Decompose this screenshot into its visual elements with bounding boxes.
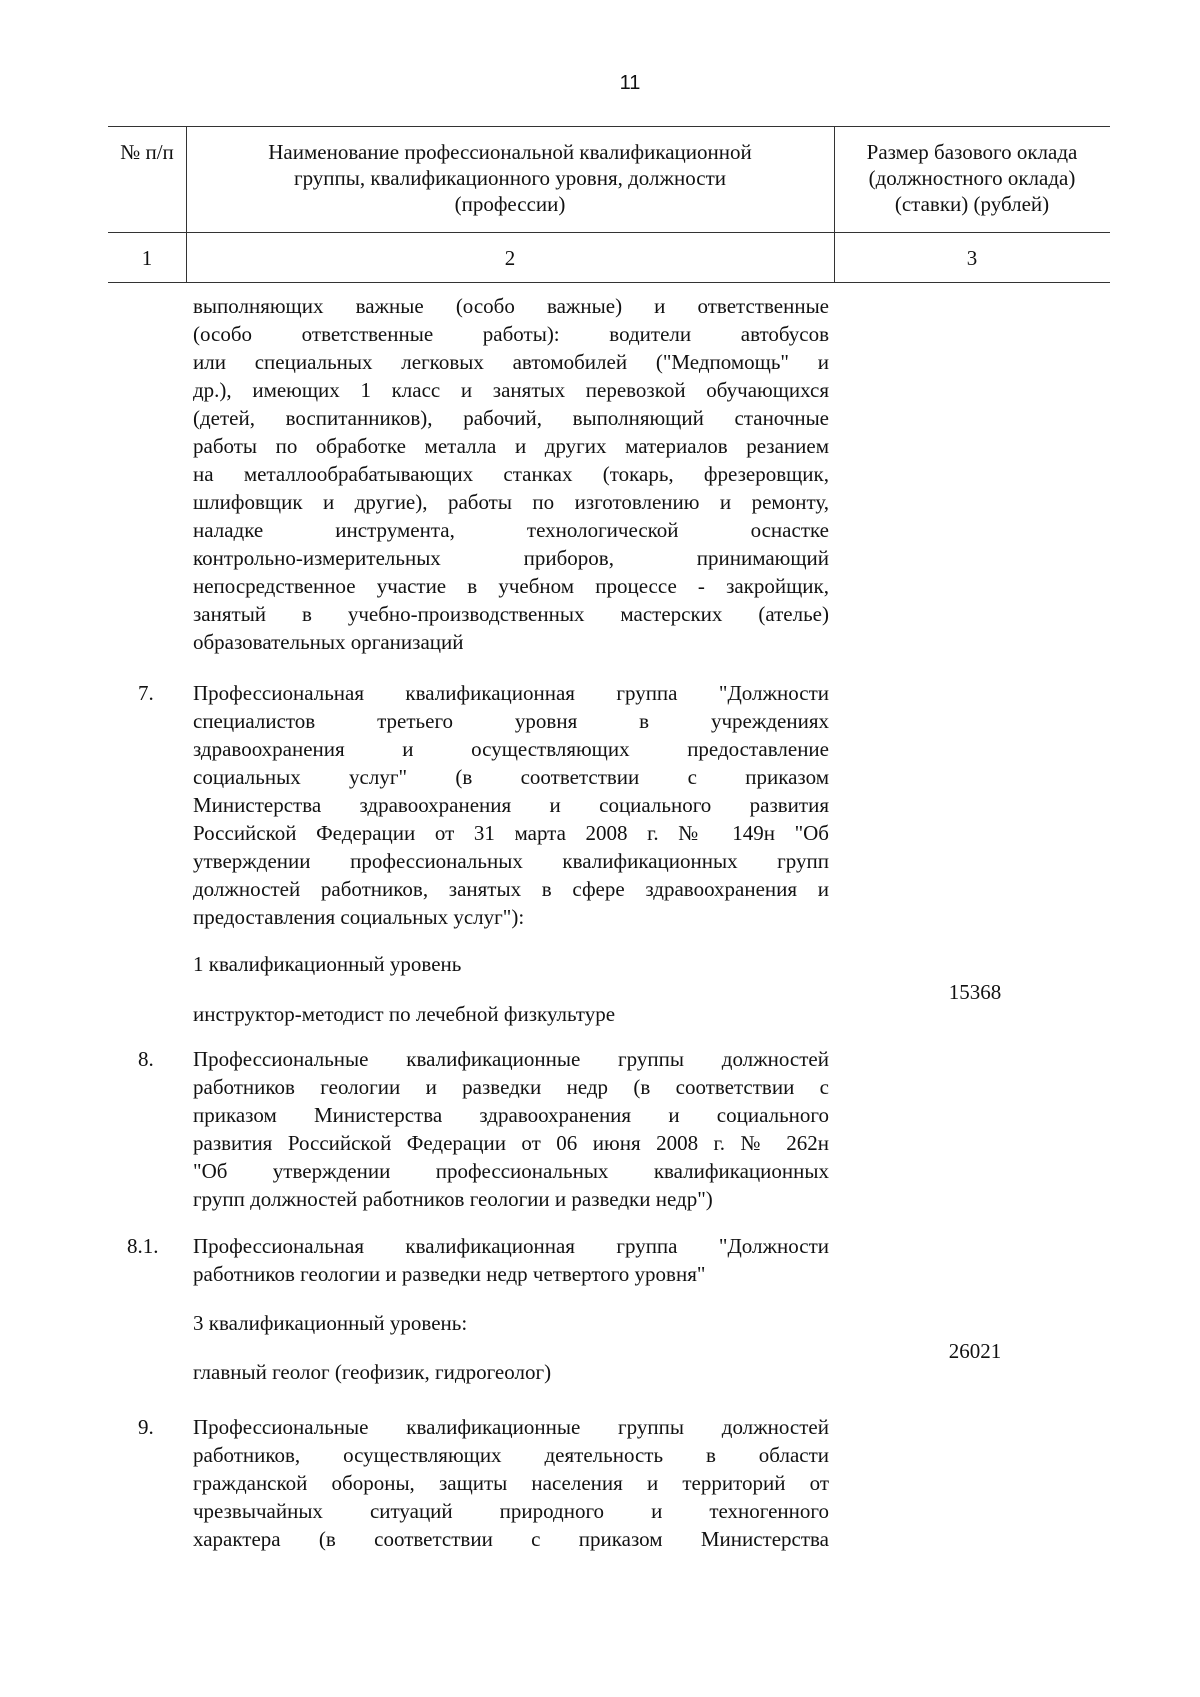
table-top-border xyxy=(108,126,1110,127)
item-8-number: 8. xyxy=(138,1047,154,1071)
text-line: или специальных легковых автомобилей ("Медпомощь" и xyxy=(193,350,829,374)
text-line: групп должностей работников геологии и разведки недр") xyxy=(193,1187,713,1211)
item-8-1-number: 8.1. xyxy=(127,1234,159,1258)
item-8-text xyxy=(193,1045,829,1213)
text-line: шлифовщик и другие), работы по изготовлению и ремонту, xyxy=(193,490,829,514)
header-name-line: группы, квалификационного уровня, должности xyxy=(293,166,727,190)
text-line: работников геологии и разведки недр четвертого уровня" xyxy=(193,1262,706,1286)
item-7-level: 1 квалификационный уровень xyxy=(193,952,462,976)
text-line: гражданской обороны, защиты населения и территорий от xyxy=(193,1471,829,1495)
text-line: непосредственное участие в учебном процессе - закройщик, xyxy=(193,574,829,598)
item-8-1-salary: 26021 xyxy=(948,1339,1002,1363)
text-line: здравоохранения и осуществляющих предоставление xyxy=(193,737,829,761)
header-name-line: (профессии) xyxy=(454,192,566,216)
text-line: Профессиональные квалификационные группы должностей xyxy=(193,1047,829,1071)
text-line: предоставления социальных услуг"): xyxy=(193,905,525,929)
item-9-text xyxy=(193,1413,829,1553)
text-line: "Об утверждении профессиональных квалификационных xyxy=(193,1159,829,1183)
item-8-1-level: 3 квалификационный уровень: xyxy=(193,1311,468,1335)
text-line: Профессиональная квалификационная группа "Должности xyxy=(193,1234,829,1258)
text-line: др.), имеющих 1 класс и занятых перевозкой обучающихся xyxy=(193,378,829,402)
text-line: Российской Федерации от 31 марта 2008 г. № 149н "Об xyxy=(193,821,829,845)
item-7-number: 7. xyxy=(138,681,154,705)
text-line: (детей, воспитанников), рабочий, выполняющий станочные xyxy=(193,406,829,430)
text-line: чрезвычайных ситуаций природного и техногенного xyxy=(193,1499,829,1523)
item-8-1-position: главный геолог (геофизик, гидрогеолог) xyxy=(193,1360,552,1384)
header-divider xyxy=(108,232,1110,233)
text-line: специалистов третьего уровня в учреждениях xyxy=(193,709,829,733)
text-line: утверждении профессиональных квалификационных групп xyxy=(193,849,829,873)
text-line: Министерства здравоохранения и социального развития xyxy=(193,793,829,817)
text-line: Профессиональные квалификационные группы должностей xyxy=(193,1415,829,1439)
text-line: занятый в учебно-производственных мастерских (ателье) xyxy=(193,602,829,626)
text-line: Профессиональная квалификационная группа "Должности xyxy=(193,681,829,705)
header-name-line: Наименование профессиональной квалификационной xyxy=(268,140,752,164)
text-line: должностей работников, занятых в сфере здравоохранения и xyxy=(193,877,829,901)
text-line: социальных услуг" (в соответствии с приказом xyxy=(193,765,829,789)
item-9-number: 9. xyxy=(138,1415,154,1439)
text-line: (особо ответственные работы): водители автобусов xyxy=(193,322,829,346)
header-salary-line: (должностного оклада) xyxy=(868,166,1076,190)
header-salary-line: (ставки) (рублей) xyxy=(894,192,1050,216)
item-7-position: инструктор-методист по лечебной физкультуре xyxy=(193,1002,616,1026)
index-2: 2 xyxy=(504,246,516,270)
text-line: выполняющих важные (особо важные) и ответственные xyxy=(193,294,829,318)
text-line: приказом Министерства здравоохранения и социального xyxy=(193,1103,829,1127)
text-line: развития Российской Федерации от 06 июня 2008 г. № 262н xyxy=(193,1131,829,1155)
text-line: работников геологии и разведки недр (в соответствии с xyxy=(193,1075,829,1099)
header-salary-line: Размер базового оклада xyxy=(866,140,1078,164)
text-line: работников, осуществляющих деятельность в области xyxy=(193,1443,829,1467)
index-1: 1 xyxy=(141,246,153,270)
header-number-column: № п/п xyxy=(120,140,174,164)
item-7-text xyxy=(193,679,829,931)
item-7-salary: 15368 xyxy=(948,980,1002,1004)
item-8-1-text xyxy=(193,1232,829,1288)
text-line: работы по обработке металла и других материалов резанием xyxy=(193,434,829,458)
text-line: образовательных организаций xyxy=(193,630,464,654)
index-3: 3 xyxy=(966,246,978,270)
header-name-column xyxy=(186,139,834,217)
text-line: наладке инструмента, технологической оснастке xyxy=(193,518,829,542)
continuation-text xyxy=(193,292,829,656)
index-row-border xyxy=(108,282,1110,283)
page-number: 11 xyxy=(619,72,641,94)
text-line: контрольно-измерительных приборов, принимающий xyxy=(193,546,829,570)
text-line: на металлообрабатывающих станках (токарь, фрезеровщик, xyxy=(193,462,829,486)
text-line: характера (в соответствии с приказом Министерства xyxy=(193,1527,829,1551)
header-salary-column xyxy=(834,139,1110,217)
